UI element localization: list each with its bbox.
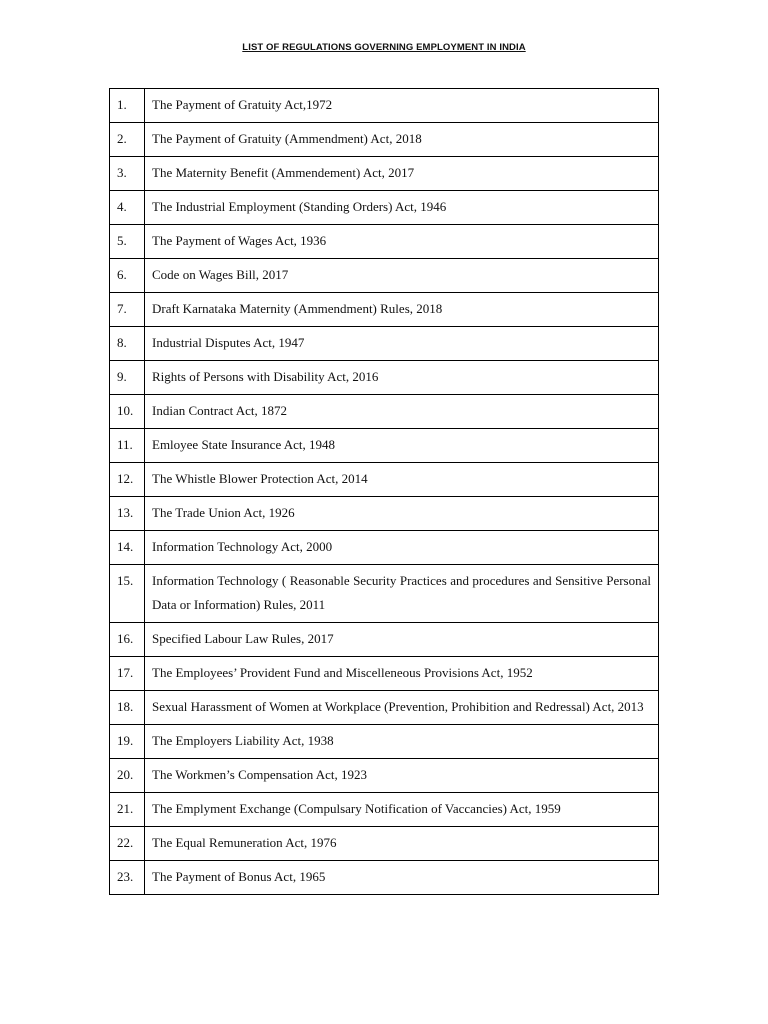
regulation-title: Information Technology ( Reasonable Security Practices and procedures and Sensitive Personal Data or Information) Rules, 2011	[145, 565, 659, 623]
table-row	[110, 327, 659, 361]
page-title: LIST OF REGULATIONS GOVERNING EMPLOYMENT IN INDIA	[242, 42, 526, 53]
regulation-number: 4.	[110, 191, 145, 225]
regulation-number: 20.	[110, 759, 145, 793]
regulation-number: 22.	[110, 827, 145, 861]
regulation-title: The Payment of Gratuity (Ammendment) Act, 2018	[145, 123, 659, 157]
regulation-title: The Equal Remuneration Act, 1976	[145, 827, 659, 861]
regulation-number: 15.	[110, 565, 145, 623]
regulation-number: 7.	[110, 293, 145, 327]
regulation-title: The Payment of Bonus Act, 1965	[145, 861, 659, 895]
table-row	[110, 157, 659, 191]
table-row	[110, 657, 659, 691]
regulation-number: 21.	[110, 793, 145, 827]
regulation-title: Indian Contract Act, 1872	[145, 395, 659, 429]
regulation-number: 11.	[110, 429, 145, 463]
table-row	[110, 623, 659, 657]
regulation-number: 8.	[110, 327, 145, 361]
regulation-number: 13.	[110, 497, 145, 531]
regulation-title: Industrial Disputes Act, 1947	[145, 327, 659, 361]
table-row	[110, 123, 659, 157]
regulation-title: The Workmen’s Compensation Act, 1923	[145, 759, 659, 793]
table-row	[110, 395, 659, 429]
table-row	[110, 429, 659, 463]
regulation-number: 2.	[110, 123, 145, 157]
regulation-title: Sexual Harassment of Women at Workplace (Prevention, Prohibition and Redressal) Act, 2013	[145, 691, 659, 725]
table-row	[110, 691, 659, 725]
regulation-number: 3.	[110, 157, 145, 191]
table-row	[110, 361, 659, 395]
regulations-table	[109, 88, 659, 895]
regulation-title: The Industrial Employment (Standing Orders) Act, 1946	[145, 191, 659, 225]
regulation-title: The Maternity Benefit (Ammendement) Act, 2017	[145, 157, 659, 191]
regulation-title: The Employees’ Provident Fund and Miscelleneous Provisions Act, 1952	[145, 657, 659, 691]
table-row	[110, 861, 659, 895]
regulation-title: Information Technology Act, 2000	[145, 531, 659, 565]
regulation-number: 12.	[110, 463, 145, 497]
regulations-table-body	[110, 89, 659, 895]
table-row	[110, 793, 659, 827]
regulation-number: 5.	[110, 225, 145, 259]
regulation-number: 16.	[110, 623, 145, 657]
table-row	[110, 89, 659, 123]
regulation-title: The Employers Liability Act, 1938	[145, 725, 659, 759]
table-row	[110, 463, 659, 497]
regulation-title: Emloyee State Insurance Act, 1948	[145, 429, 659, 463]
table-row	[110, 565, 659, 623]
table-row	[110, 259, 659, 293]
regulation-title: Draft Karnataka Maternity (Ammendment) Rules, 2018	[145, 293, 659, 327]
table-row	[110, 827, 659, 861]
regulation-title: Code on Wages Bill, 2017	[145, 259, 659, 293]
regulation-number: 14.	[110, 531, 145, 565]
table-row	[110, 225, 659, 259]
regulation-number: 10.	[110, 395, 145, 429]
table-row	[110, 759, 659, 793]
table-row	[110, 293, 659, 327]
regulation-title: Specified Labour Law Rules, 2017	[145, 623, 659, 657]
regulation-title: The Emplyment Exchange (Compulsary Notification of Vaccancies) Act, 1959	[145, 793, 659, 827]
regulation-title: The Whistle Blower Protection Act, 2014	[145, 463, 659, 497]
regulation-number: 6.	[110, 259, 145, 293]
table-row	[110, 725, 659, 759]
regulation-number: 1.	[110, 89, 145, 123]
regulation-title: The Payment of Gratuity Act,1972	[145, 89, 659, 123]
table-row	[110, 531, 659, 565]
regulation-number: 9.	[110, 361, 145, 395]
regulation-number: 23.	[110, 861, 145, 895]
regulation-title: Rights of Persons with Disability Act, 2016	[145, 361, 659, 395]
regulation-title: The Trade Union Act, 1926	[145, 497, 659, 531]
table-row	[110, 191, 659, 225]
table-row	[110, 497, 659, 531]
regulation-number: 18.	[110, 691, 145, 725]
regulation-number: 17.	[110, 657, 145, 691]
regulation-number: 19.	[110, 725, 145, 759]
regulation-title: The Payment of Wages Act, 1936	[145, 225, 659, 259]
